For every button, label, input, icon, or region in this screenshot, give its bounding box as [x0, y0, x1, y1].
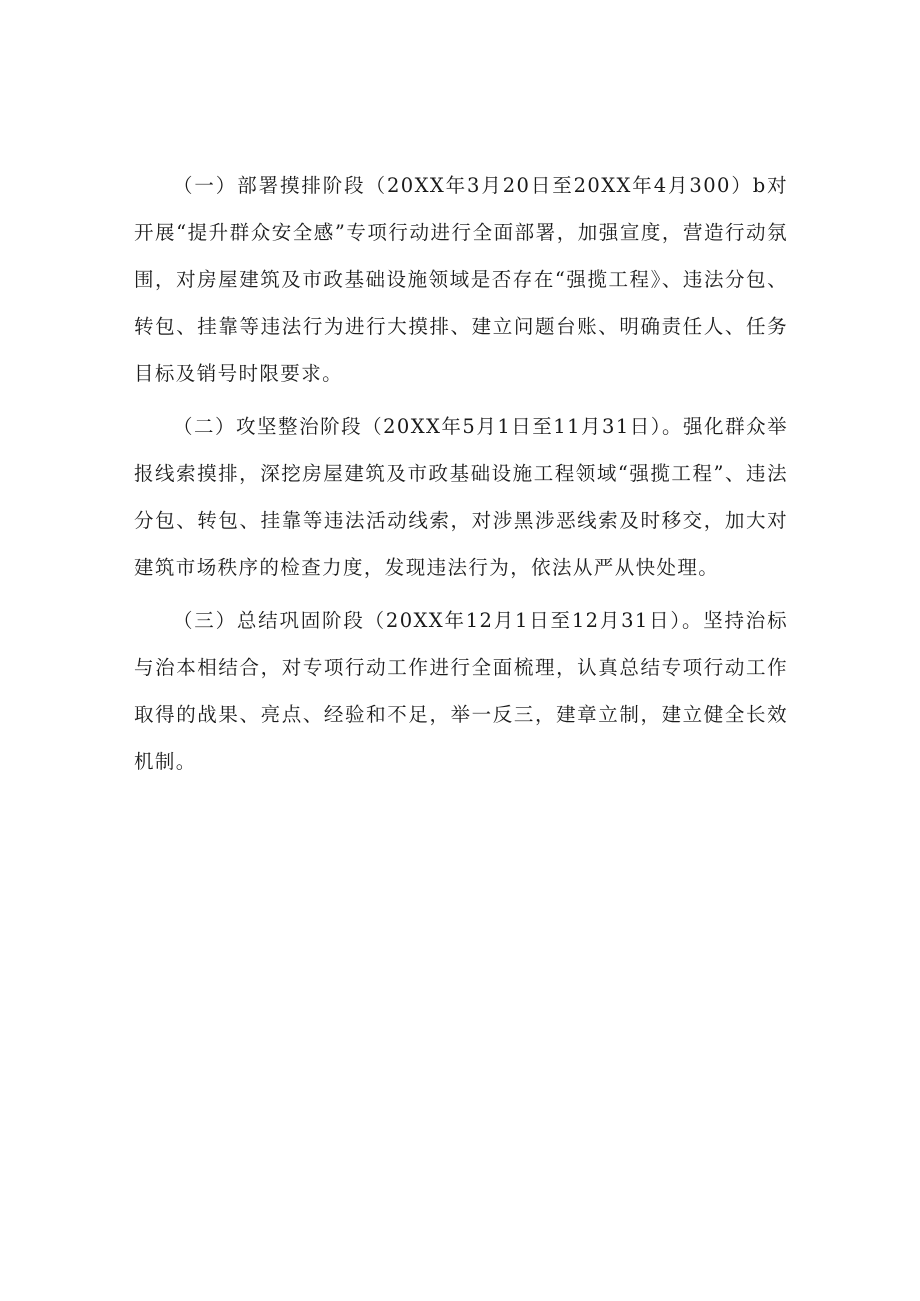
paragraph-stage-one: （一）部署摸排阶段（20XX年3月20日至20XX年4月300）b对开展“提升群众安全感”专项行动进行全面部署，加强宣度，营造行动氛围，对房屋建筑及市政基础设施领域是否存在“强揽工程》、违法分包、转包、挂靠等违法行为进行大摸排、建立问题台账、明确责任人、任务目标及销号时限要求。 — [134, 174, 788, 385]
paragraph-stage-two: （二）攻坚整治阶段（20XX年5月1日至11月31日）。强化群众举报线索摸排，深挖房屋建筑及市政基础设施工程领域“强揽工程”、违法分包、转包、挂靠等违法活动线索，对涉黑涉恶线索及时移交，加大对建筑市场秩序的检查力度，发现违法行为，依法从严从快处理。 — [134, 415, 788, 579]
document-body — [134, 162, 788, 791]
paragraph-stage-three: （三）总结巩固阶段（20XX年12月1日至12月31日）。坚持治标与治本相结合，对专项行动工作进行全面梳理，认真总结专项行动工作取得的战果、亮点、经验和不足，举一反三，建章立制，建立健全长效机制。 — [134, 609, 788, 773]
